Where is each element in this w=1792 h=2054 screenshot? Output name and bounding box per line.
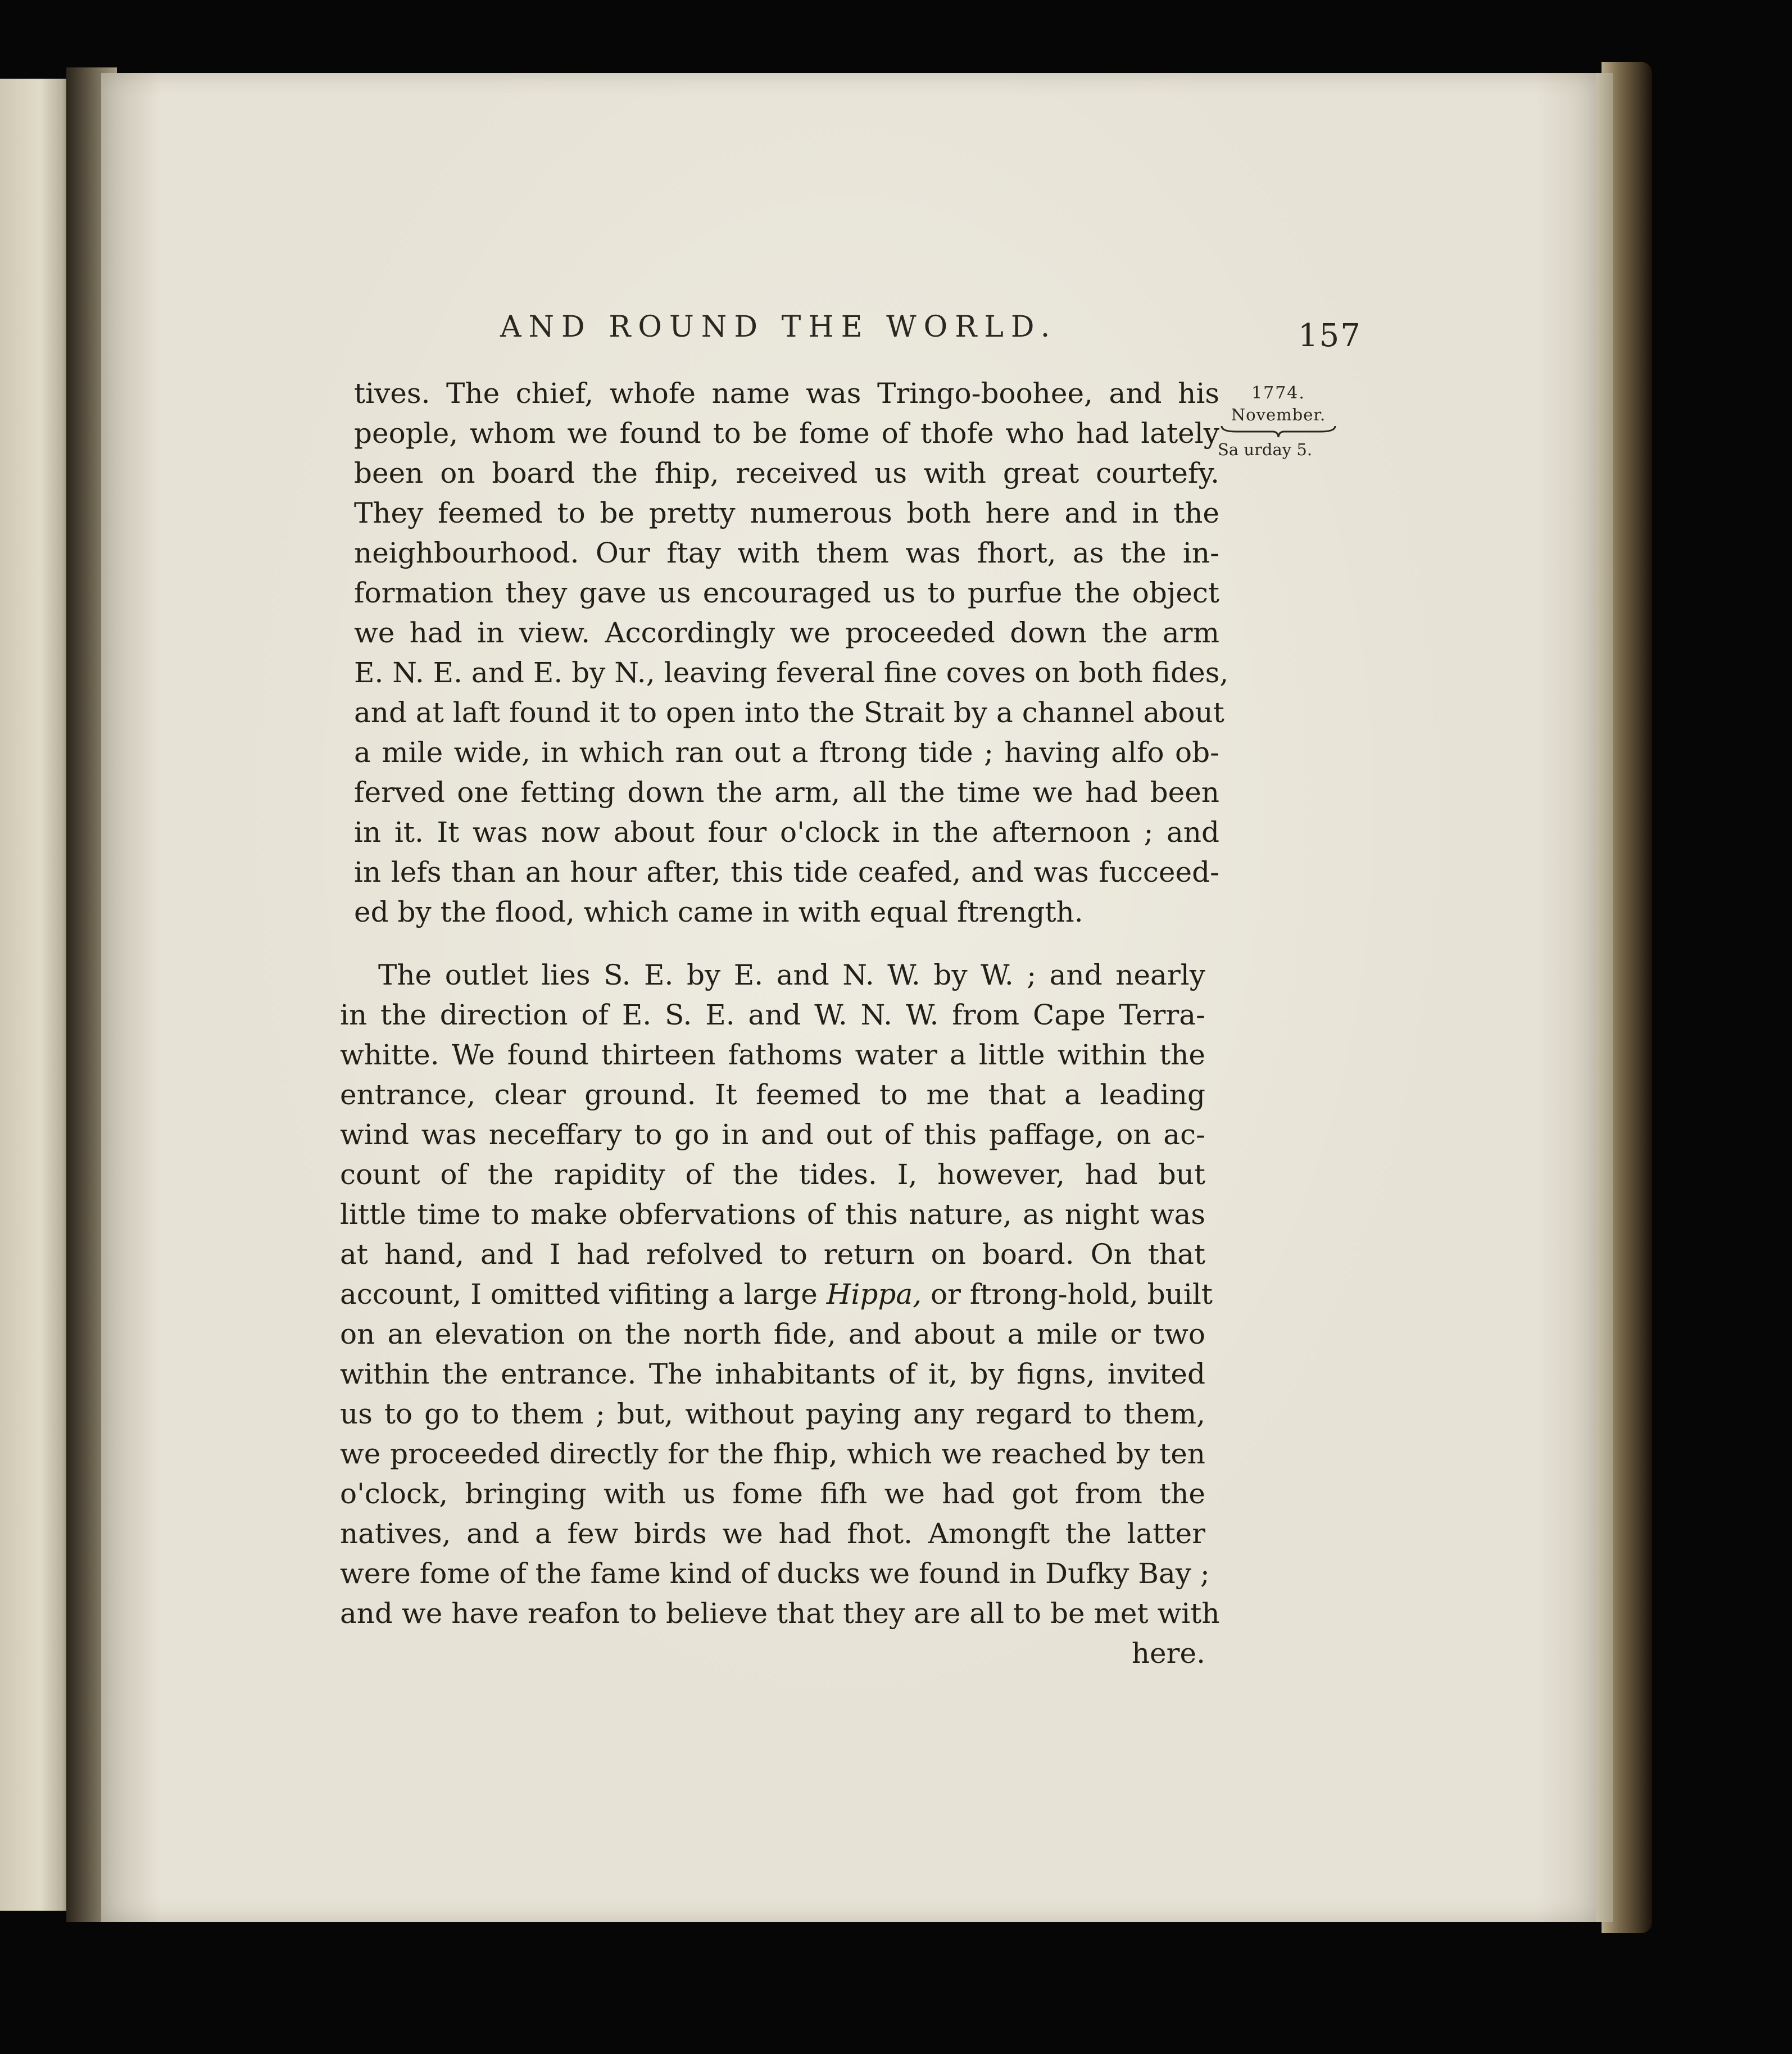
text-line: wind was neceffary to go in and out of this paffage, on ac- xyxy=(340,1118,1205,1151)
text-line: whitte. We found thirteen fathoms water a little within the xyxy=(340,1039,1205,1071)
left-page-edge xyxy=(0,79,73,1911)
margin-note-month: November. xyxy=(1231,405,1326,424)
text-line xyxy=(340,1275,1213,1314)
text-line: little time to make obfervations of this nature, as night was xyxy=(340,1198,1205,1231)
text-line: entrance, clear ground. It feemed to me that a leading xyxy=(340,1078,1205,1111)
text-line: a mile wide, in which ran out a ftrong tide ; having alfo ob- xyxy=(354,736,1219,769)
text-line: The outlet lies S. E. by E. and N. W. by W. ; and nearly xyxy=(378,959,1205,991)
margin-note-day: Sa urday 5. xyxy=(1218,440,1313,459)
text-fragment: account, I omitted vifiting a large xyxy=(340,1278,818,1311)
text-line: ed by the flood, which came in with equal ftrength. xyxy=(354,896,1083,928)
text-line: we had in view. Accordingly we proceeded down the arm xyxy=(354,616,1219,649)
text-line: and we have reafon to believe that they are all to be met with xyxy=(340,1597,1220,1630)
text-line: neighbourhood. Our ftay with them was fhort, as the in- xyxy=(354,537,1219,569)
italic-word: Hippa, xyxy=(826,1278,922,1311)
text-line: on an elevation on the north fide, and about a mile or two xyxy=(340,1318,1205,1350)
margin-note xyxy=(1211,382,1346,461)
text-fragment: or ftrong-hold, built xyxy=(930,1278,1213,1311)
text-line: and at laft found it to open into the Strait by a channel about xyxy=(354,696,1224,729)
text-line: formation they gave us encouraged us to purfue the object xyxy=(354,577,1219,609)
text-line: us to go to them ; but, without paying any regard to them, xyxy=(340,1398,1205,1430)
text-line: They feemed to be pretty numerous both here and in the xyxy=(354,497,1219,529)
catchword: here. xyxy=(1131,1637,1205,1670)
margin-note-year: 1774. xyxy=(1251,383,1305,403)
text-line: ferved one fetting down the arm, all the time we had been xyxy=(354,776,1219,809)
paragraph-1 xyxy=(354,374,1229,932)
page-number: 157 xyxy=(1298,318,1362,354)
text-line: within the entrance. The inhabitants of it, by figns, invited xyxy=(340,1358,1205,1390)
text-line: been on board the fhip, received us with great courtefy. xyxy=(354,457,1219,489)
text-line: people, whom we found to be fome of thofe who had lately xyxy=(354,417,1219,450)
text-line: natives, and a few birds we had fhot. Amongft the latter xyxy=(340,1517,1205,1550)
text-line: in the direction of E. S. E. and W. N. W. from Cape Terra- xyxy=(340,999,1205,1031)
text-line: we proceeded directly for the fhip, which we reached by ten xyxy=(340,1438,1205,1470)
text-line: were fome of the fame kind of ducks we found in Dufky Bay ; xyxy=(340,1557,1210,1590)
text-line: at hand, and I had refolved to return on board. On that xyxy=(340,1238,1205,1271)
text-line: o'clock, bringing with us fome fifh we had got from the xyxy=(340,1477,1205,1510)
text-line: in lefs than an hour after, this tide ceafed, and was fucceed- xyxy=(354,856,1219,888)
running-head: AND ROUND THE WORLD. xyxy=(500,310,1058,344)
brace-icon xyxy=(1219,425,1337,438)
text-line: tives. The chief, whofe name was Tringo-boohee, and his xyxy=(354,377,1219,410)
text-line: E. N. E. and E. by N., leaving feveral fine coves on both fides, xyxy=(354,656,1229,689)
text-line: count of the rapidity of the tides. I, however, had but xyxy=(340,1158,1205,1191)
paragraph-2 xyxy=(340,955,1220,1674)
text-line: in it. It was now about four o'clock in the afternoon ; and xyxy=(354,816,1219,849)
